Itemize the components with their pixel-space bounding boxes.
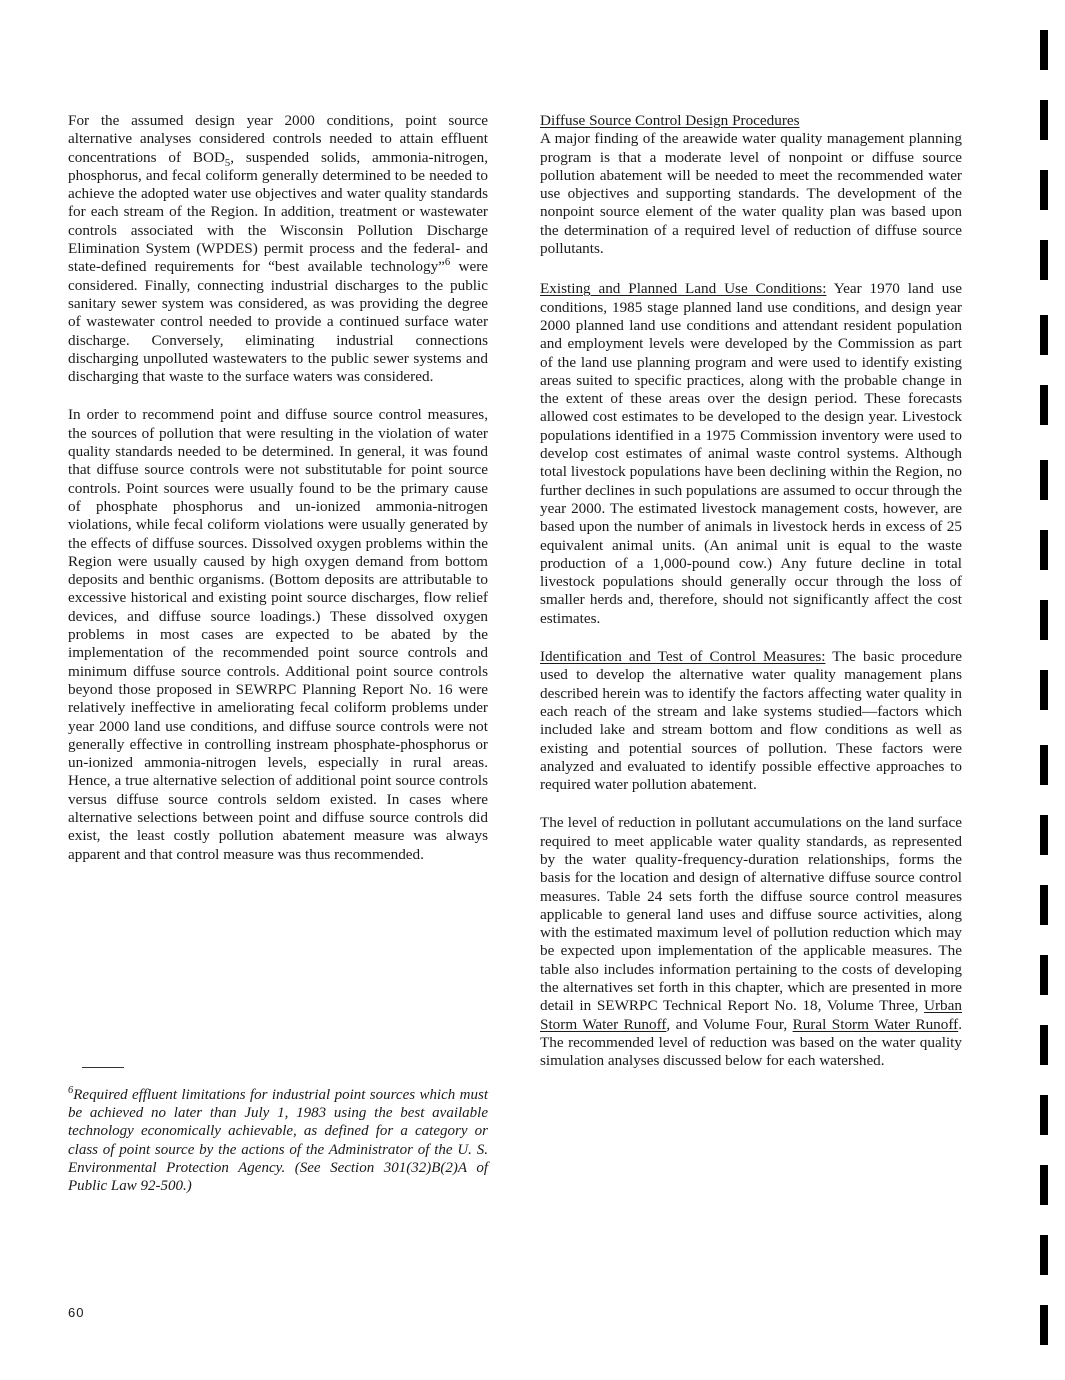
binding-mark — [1040, 315, 1048, 355]
binding-mark — [1040, 745, 1048, 785]
footnote-marker: 6 — [68, 1085, 74, 1096]
binding-mark — [1040, 885, 1048, 925]
binding-mark — [1040, 670, 1048, 710]
heading-land-use-conditions: Existing and Planned Land Use Conditions: — [540, 280, 827, 298]
binding-mark — [1040, 385, 1048, 425]
binding-mark — [1040, 170, 1048, 210]
page-number: 60 — [68, 1305, 85, 1320]
right-column — [540, 112, 962, 1091]
paragraph-control-measures: Identification and Test of Control Measures: The basic procedure used to develop the alternative water quality management plans described herein was to identify the factors affecting water quality in each reach of the stream and lake systems studied—factors which included lake and stream bottom and flow conditions as well as existing and potential sources of pollution. These factors were analyzed and evaluated to identify possible effective approaches to required water pollution abatement. — [540, 648, 962, 794]
footnote-reference: 6 — [444, 257, 451, 269]
section-diffuse-source-control — [540, 112, 962, 258]
footnote-rule — [82, 1067, 124, 1068]
binding-mark — [1040, 1025, 1048, 1065]
binding-mark — [1040, 530, 1048, 570]
heading-control-measures: Identification and Test of Control Measures: — [540, 648, 826, 666]
binding-mark — [1040, 600, 1048, 640]
binding-mark — [1040, 30, 1048, 70]
footnote: $^6$Required effluent limitations for industrial point sources which must be achieved no later than July 1, 1983 using the best available technology economically achievable, as defined for a category or class of point source by the actions of the Administrator of the U. S. Environmental Protection Agency. (See Section 301(32)B(2)A of Public Law 92-500.) — [68, 1085, 488, 1195]
left-column — [68, 112, 488, 884]
binding-mark — [1040, 1095, 1048, 1135]
report-title-urban: Urban Storm Water Runoff — [540, 997, 962, 1033]
binding-mark — [1040, 460, 1048, 500]
binding-mark — [1040, 100, 1048, 140]
binding-mark — [1040, 1165, 1048, 1205]
paragraph-point-and-diffuse-controls: In order to recommend point and diffuse source control measures, the sources of pollution that were resulting in the violation of water quality standards needed to be determined. In general, it was found that diffuse source controls were not substitutable for point source controls. Point sources were usually found to be the primary cause of phosphate phosphorus and un-ionized ammonia-nitrogen violations, while fecal coliform violations were usually generated by the effects of diffuse sources. Dissolved oxygen problems within the Region were usually caused by high oxygen demand from bottom deposits and benthic organisms. (Bottom deposits are attributable to excessive historical and existing point source discharges, flow relief devices, and diffuse source loadings.) These dissolved oxygen problems in most cases are expected to be abated by the implementation of the recommended point source controls and minimum diffuse source controls. Additional point source controls beyond those proposed in SEWRPC Planning Report No. 16 were relatively ineffective in ameliorating fecal coliform problems under year 2000 land use conditions, and diffuse source controls were not generally effective in controlling instream phosphate-phosphorus or un-ionized ammonia-nitrogen levels, especially in rural areas. Hence, a true alternative selection of additional point source controls versus diffuse source controls seldom existed. In cases where alternative selections between point and diffuse source controls did exist, the least costly pollution abatement measure was always apparent and that control measure was thus recommended. — [68, 406, 488, 863]
binding-mark — [1040, 1235, 1048, 1275]
binding-mark — [1040, 815, 1048, 855]
paragraph-land-use-conditions: Existing and Planned Land Use Conditions: Year 1970 land use conditions, 1985 stage planned land use conditions, and design year 2000 planned land use conditions and attendant resident population and employment levels were developed by the Commission as part of the land use planning program and were used to identify existing areas suited to specific practices, along with the probable change in the extent of these areas over the design period. These forecasts allowed cost estimates to be developed to the design year. Livestock populations identified in a 1975 Commission inventory were used to develop cost estimates of animal waste control systems. Although total livestock populations have been declining within the Region, no further declines in such populations are assumed to occur through the year 2000. The estimated livestock management costs, however, are based upon the number of animals in livestock herds in excess of 25 equivalent animal units. (An animal unit is equal to the waste production of a 1,000-pound cow.) Any future decline in total livestock populations should generally occur through the loss of smaller herds and, therefore, should not significantly affect the cost estimates. — [540, 280, 962, 627]
heading-diffuse-source-control: Diffuse Source Control Design Procedures — [540, 112, 800, 129]
paragraph-level-of-reduction: The level of reduction in pollutant accumulations on the land surface required to meet applicable water quality standards, as represented by the water quality-frequency-duration relationships, forms the basis for the location and design of alternative diffuse source control measures. Table 24 sets forth the diffuse source control measures applicable to general land uses and diffuse source activities, along with the estimated maximum level of pollution reduction which may be expected upon implementation of the applicable measures. The table also includes information pertaining to the costs of developing the alternatives set forth in this chapter, which are presented in more detail in SEWRPC Technical Report No. 18, Volume Three, Urban Storm Water Runoff, and Volume Four, Rural Storm Water Runoff. The recommended level of reduction was based on the water quality simulation analyses discussed below for each watershed. — [540, 814, 962, 1070]
binding-mark — [1040, 1305, 1048, 1345]
paragraph-point-source-alternatives: For the assumed design year 2000 conditions, point source alternative analyses considered controls needed to attain effluent concentrations of $BOD_5$, suspended solids, ammonia-nitrogen, phosphorus, and fecal coliform generally determined to be needed to achieve the adopted water use objectives and water quality standards for each stream of the Region. In addition, treatment or wastewater controls associated with the Wisconsin Pollution Discharge Elimination System (WPDES) permit process and the federal- and state-defined requirements for “best available technology”$^6$ were considered. Finally, connecting industrial discharges to the public sanitary sewer system was considered, as was providing the degree of wastewater control needed to provide a continued surface water discharge. Conversely, eliminating industrial connections discharging unpolluted wastewaters to the public sewer systems and discharging that waste to the surface waters was considered. — [68, 112, 488, 386]
paragraph-major-finding: A major finding of the areawide water quality management planning program is that a moderate level of nonpoint or diffuse source pollution abatement will be needed to meet the recommended water use objectives and supporting standards. The development of the nonpoint source element of the water quality plan was based upon the determination of a required level of reduction of diffuse source pollutants. — [540, 130, 962, 258]
binding-mark — [1040, 955, 1048, 995]
report-title-rural: Rural Storm Water Runoff — [792, 1015, 959, 1033]
binding-mark — [1040, 240, 1048, 280]
